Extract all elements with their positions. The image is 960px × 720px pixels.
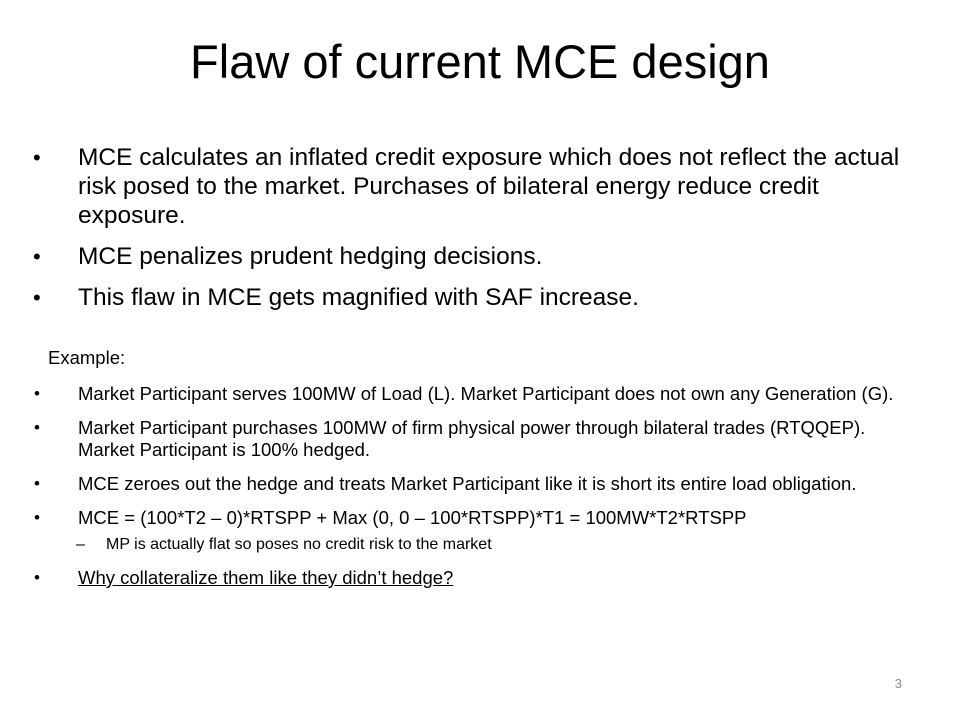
- dash-icon: –: [76, 536, 85, 553]
- main-bullet-text: This flaw in MCE gets magnified with SAF increase.: [78, 284, 639, 311]
- bullet-icon: •: [33, 285, 41, 310]
- page-number: 3: [894, 676, 902, 691]
- example-bullet-item: [34, 383, 916, 405]
- main-bullet-item: [33, 143, 916, 230]
- sub-bullet-text: MP is actually flat so poses no credit risk to the market: [106, 536, 492, 553]
- bullet-icon: •: [33, 244, 41, 269]
- example-bullet-item: [34, 507, 916, 529]
- example-bullet-text: Market Participant purchases 100MW of firm physical power through bilateral trades (RTQQEP). Market Participant is 100% hedged.: [78, 417, 866, 460]
- closing-question: Why collateralize them like they didn’t hedge?: [78, 567, 454, 588]
- main-bullet-item: [33, 242, 916, 271]
- slide-title: Flaw of current MCE design: [190, 35, 770, 88]
- bullet-icon: •: [34, 384, 40, 403]
- main-bullet-item: [33, 283, 916, 312]
- bullet-icon: •: [33, 145, 41, 170]
- main-bullet-text: MCE calculates an inflated credit exposure which does not reflect the actual risk posed to the market. Purchases of bilateral energy reduce credit exposure.: [78, 144, 900, 229]
- example-bullet-list: [34, 383, 916, 601]
- formula-text: MCE = (100*T2 – 0)*RTSPP + Max (0, 0 – 100*RTSPP)*T1 = 100MW*T2*RTSPP: [78, 507, 747, 528]
- example-bullet-item: [34, 567, 916, 589]
- main-bullet-list: [33, 143, 916, 324]
- bullet-icon: •: [34, 418, 40, 437]
- example-bullet-text: Market Participant serves 100MW of Load (L). Market Participant does not own any Generation (G).: [78, 383, 894, 404]
- bullet-icon: •: [34, 508, 40, 527]
- example-bullet-item: [34, 473, 916, 495]
- main-bullet-text: MCE penalizes prudent hedging decisions.: [78, 243, 543, 270]
- example-label: Example:: [48, 347, 126, 368]
- bullet-icon: •: [34, 568, 40, 587]
- bullet-icon: •: [34, 474, 40, 493]
- example-bullet-text: MCE zeroes out the hedge and treats Market Participant like it is short its entire load obligation.: [78, 473, 857, 494]
- nested-sub-bullet: [56, 535, 916, 555]
- example-bullet-item: [34, 417, 916, 461]
